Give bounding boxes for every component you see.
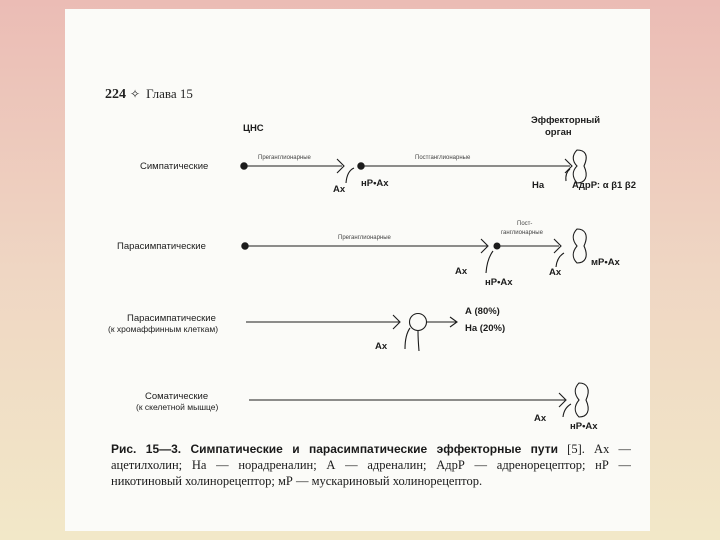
chromaffin-na-label: На (20%): [465, 323, 506, 334]
parasympathetic-ach-label: Ах: [455, 266, 468, 277]
sympathetic-na-label: На: [532, 180, 545, 191]
chromaffin-secretion-line: [418, 331, 419, 351]
cns-label: ЦНС: [243, 123, 264, 134]
parasympathetic-ach2-label: Ах: [549, 267, 562, 278]
somatic-ach-arrow: [563, 404, 571, 417]
page-number: 224: [105, 87, 126, 102]
somatic-nr-label: нР•Ах: [570, 421, 598, 432]
parasympathetic-post-label-2: ганглионарные: [501, 230, 543, 236]
sympathetic-effector-organ: [573, 150, 586, 183]
effector-label: Эффекторный: [531, 115, 601, 126]
sympathetic-adrenoreceptor-label: АдрР: α β1 β2: [572, 180, 636, 191]
sympathetic-ach-arrow: [346, 168, 354, 183]
chromaffin-ach-arrow: [405, 328, 410, 349]
parasympathetic-mr-label: мР•Ах: [591, 257, 620, 268]
parasympathetic-postganglionic-soma: [494, 243, 500, 249]
chromaffin-sublabel: (к хромаффинным клеткам): [108, 324, 219, 334]
parasympathetic-label: Парасимпатические: [117, 241, 206, 252]
caption-body: [5]. Ах — ацетилхолин; На — норадреналин; А — адреналин; АдрР — адренорецептор; нР — никотиновый холинорецептор; мР — мускариновый холинорецептор.: [111, 442, 631, 488]
chromaffin-ach-label: Ах: [375, 341, 388, 352]
sympathetic-postganglionic-soma: [358, 163, 364, 169]
sympathetic-ach-label: Ах: [333, 184, 346, 195]
parasympathetic-soma: [242, 243, 248, 249]
sympathetic-nr-label: нР•Ах: [361, 178, 389, 189]
parasympathetic-nr-label: нР•Ах: [485, 277, 513, 288]
book-page: [65, 9, 650, 531]
parasympathetic-effector-organ: [573, 229, 586, 263]
chromaffin-cell: [410, 314, 427, 331]
chapter-title: Глава 15: [146, 86, 193, 101]
figure-caption: [111, 441, 631, 507]
sympathetic-soma: [241, 163, 247, 169]
somatic-ach-label: Ах: [534, 413, 547, 424]
somatic-sublabel: (к скелетной мышце): [136, 402, 219, 412]
somatic-label: Соматические: [145, 391, 209, 402]
chromaffin-a-label: А (80%): [465, 306, 500, 317]
sympathetic-postganglionic-label: Постганглионарные: [415, 155, 471, 161]
parasympathetic-ach-arrow: [486, 251, 493, 273]
sympathetic-label: Симпатические: [140, 161, 209, 172]
somatic-muscle-icon: [575, 383, 588, 417]
diamond-icon: ✧: [130, 87, 141, 101]
caption-title: Рис. 15—3. Симпатические и парасимпатические эффекторные пути: [111, 442, 558, 456]
sympathetic-preganglionic-label: Преганглионарные: [258, 155, 311, 161]
effector-label-2: орган: [545, 127, 572, 138]
chromaffin-label: Парасимпатические: [127, 313, 216, 324]
parasympathetic-post-label: Пост-: [517, 221, 533, 227]
parasympathetic-preganglionic-label: Преганглионарные: [338, 235, 391, 241]
parasympathetic-ach2-arrow: [556, 253, 564, 267]
